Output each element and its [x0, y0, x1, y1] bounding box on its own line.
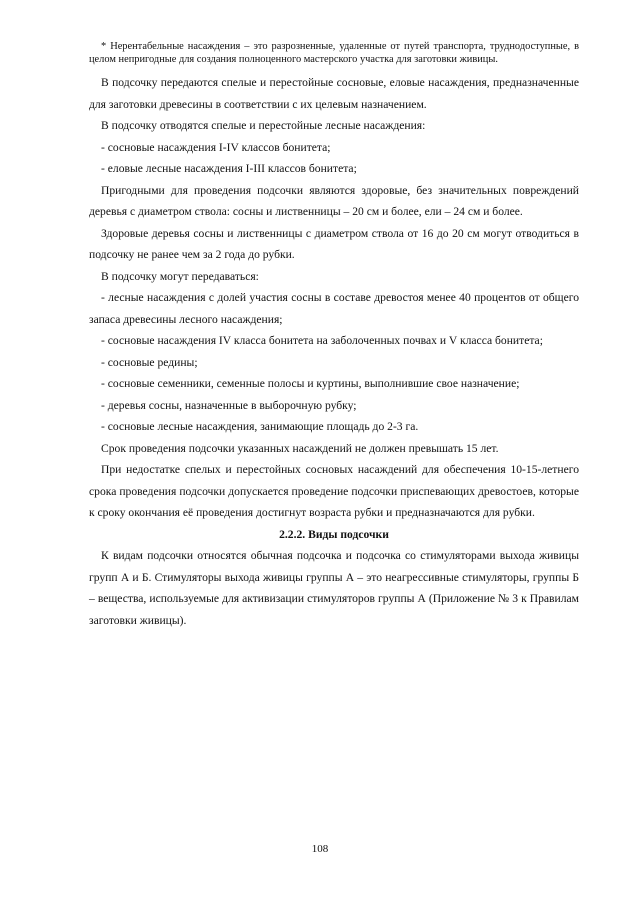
list-item-3: - сосновые редины;: [101, 355, 198, 369]
paragraph-3: Пригодными для проведения подсочки являются здоровые, без значительных повреждений деревья с диаметром ствола: сосны и лиственницы – 20 см и более, ели – 24 см и более.: [89, 183, 579, 218]
page-number: 108: [311, 843, 329, 855]
paragraph-5: В подсочку могут передаваться:: [101, 269, 259, 283]
footnote: * Нерентабельные насаждения – это разрозненные, удаленные от путей транспорта, труднодоступные, в целом непригодные для создания полноценного мастерского участка для заготовки живицы.: [89, 41, 579, 65]
section-heading: 2.2.2. Виды подсочки: [279, 527, 389, 541]
list-item-2: - сосновые насаждения IV класса бонитета на заболоченных почвах и V класса бонитета;: [101, 334, 543, 347]
paragraph-4: Здоровые деревья сосны и лиственницы с диаметром ствола от 16 до 20 см могут отводиться в подсочку не ранее чем за 2 года до рубки.: [89, 226, 579, 261]
paragraph-1: В подсочку передаются спелые и перестойные сосновые, еловые насаждения, предназначенные для заготовки древесины в соответствии с их целевым назначением.: [89, 76, 579, 111]
section-paragraph-1: К видам подсочки относятся обычная подсочка и подсочка со стимуляторами выхода живицы групп А и Б. Стимуляторы выхода живицы группы А – это неагрессивные стимуляторы, группы Б – вещества, используемые для активизации стимуляторов группы А (Приложение № 3 к Правилам заготовки живицы).: [89, 549, 579, 627]
paragraph-7: При недостатке спелых и перестойных сосновых насаждений для обеспечения 10-15-летнего срока проведения подсочки допускается проведение подсочки приспевающих древостоев, которые к сроку окончания её проведения достигнут возраста рубки и предназначаются для рубки.: [89, 463, 579, 519]
paragraph-2: В подсочку отводятся спелые и перестойные лесные насаждения:: [101, 119, 426, 132]
paragraph-6: Срок проведения подсочки указанных насаждений не должен превышать 15 лет.: [101, 441, 499, 455]
list-item-1: - лесные насаждения с долей участия сосны в составе древостоя менее 40 процентов от общего запаса древесины лесного насаждения;: [89, 291, 579, 326]
list-item-pine: - сосновые насаждения I-IV классов бонитета;: [101, 140, 331, 154]
list-item-5: - деревья сосны, назначенные в выборочную рубку;: [101, 398, 357, 412]
document-page: [89, 40, 579, 631]
list-item-spruce: - еловые лесные насаждения I-III классов бонитета;: [101, 162, 357, 175]
list-item-6: - сосновые лесные насаждения, занимающие площадь до 2-3 га.: [101, 420, 419, 433]
list-item-4: - сосновые семенники, семенные полосы и куртины, выполнившие свое назначение;: [101, 377, 520, 390]
